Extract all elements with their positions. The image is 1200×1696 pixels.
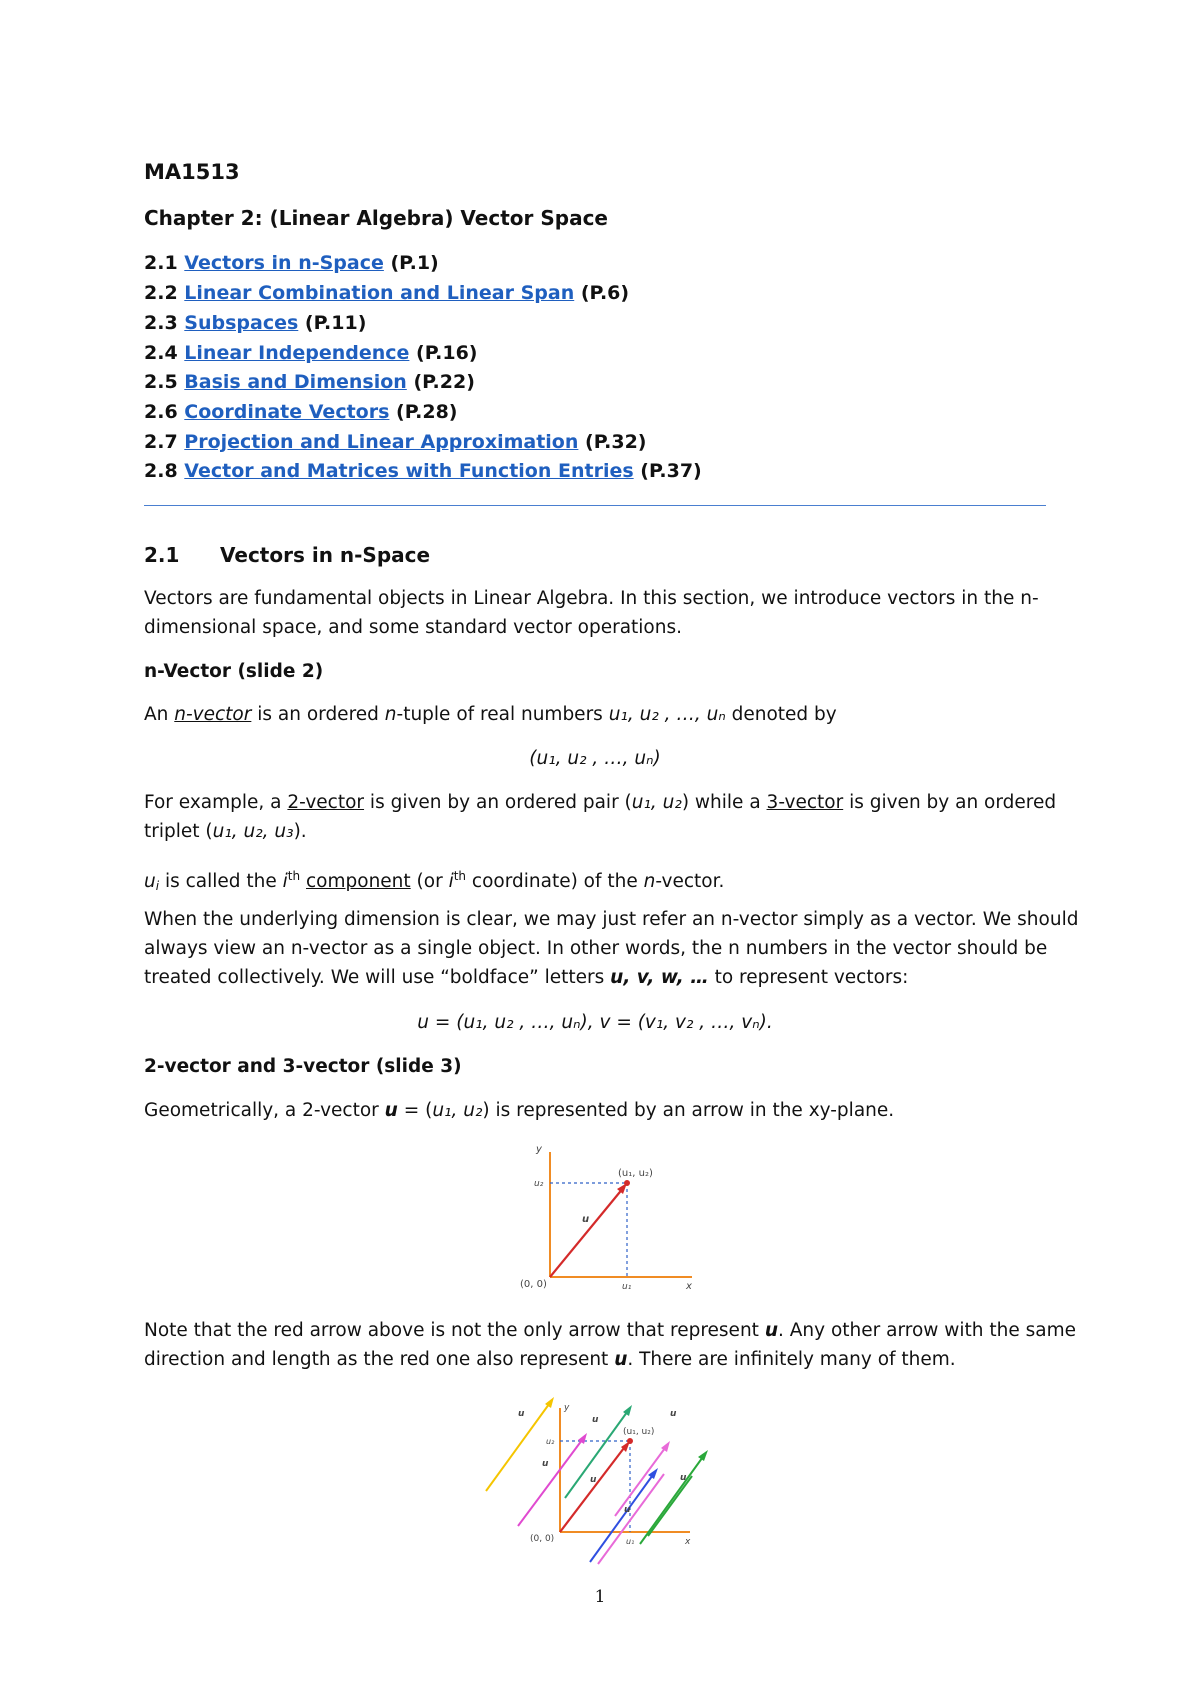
term-3vector: 3-vector: [766, 792, 844, 813]
toc-link[interactable]: Projection and Linear Approximation: [184, 431, 579, 453]
toc-page: (P.32): [585, 431, 647, 453]
vector-label: u: [670, 1409, 677, 1419]
vector-u-arrow: [648, 1476, 692, 1536]
section-heading: [144, 543, 430, 567]
toc-number: 2.1: [144, 252, 178, 274]
toc-link[interactable]: Linear Independence: [184, 342, 410, 364]
toc-entry[interactable]: [144, 251, 439, 275]
toc-link[interactable]: Linear Combination and Linear Span: [184, 282, 575, 304]
origin-label: (0, 0): [530, 1534, 555, 1544]
separator-line: [144, 505, 1046, 506]
vector-label: u: [680, 1473, 687, 1483]
x-axis-label: x: [686, 1281, 692, 1290]
paragraph-line: When the underlying dimension is clear, we may just refer an n-vector simply as a vector. We should: [144, 909, 1079, 930]
term-nvector: n-vector: [174, 704, 252, 725]
u1-tick-label: u₁: [622, 1282, 632, 1290]
section-number: 2.1: [144, 543, 180, 567]
component-line: $u_i$ is called the $i^{th}$ component (or $i^{th}$ coordinate) of the n-vector.: [144, 869, 725, 893]
paragraph-line: Vectors are fundamental objects in Linear Algebra. In this section, we introduce vectors in the n-: [144, 588, 1039, 609]
vector-label: u: [624, 1505, 631, 1515]
toc-entry[interactable]: [144, 430, 646, 454]
toc-link[interactable]: Basis and Dimension: [184, 371, 407, 393]
toc-link[interactable]: Subspaces: [184, 312, 299, 334]
point-label: (u₁, u₂): [618, 1168, 653, 1179]
toc-page: (P.28): [396, 401, 458, 423]
toc-number: 2.3: [144, 312, 178, 334]
toc-page: (P.6): [580, 282, 630, 304]
y-axis-label: y: [564, 1403, 570, 1413]
example-line: triplet (u₁, u₂, u₃).: [144, 821, 307, 842]
toc-page: (P.16): [416, 342, 478, 364]
section-title: Vectors in n-Space: [220, 543, 431, 567]
tip-point: [624, 1180, 630, 1186]
definition-line: An n-vector is an ordered n-tuple of real numbers u₁, u₂ , …, uₙ denoted by: [144, 704, 837, 725]
vector-u-arrow: [550, 1187, 624, 1277]
vector-figure-2: [480, 1386, 730, 1566]
vector-label: u: [590, 1475, 597, 1485]
u1-tick-label: u₁: [626, 1537, 635, 1546]
vector-figure-1: [510, 1140, 700, 1290]
tip-point: [627, 1438, 633, 1444]
toc-number: 2.4: [144, 342, 178, 364]
vector-label: u: [592, 1415, 599, 1425]
paragraph-line: dimensional space, and some standard vector operations.: [144, 617, 682, 638]
page-number: 1: [594, 1587, 606, 1607]
toc-link[interactable]: Vector and Matrices with Function Entries: [184, 460, 634, 482]
toc-page: (P.22): [413, 371, 475, 393]
term-2vector: 2-vector: [287, 792, 365, 813]
point-label: (u₁, u₂): [623, 1427, 655, 1437]
course-code: MA1513: [144, 160, 240, 184]
toc-entry[interactable]: [144, 281, 629, 305]
subheading-2vector: 2-vector and 3-vector (slide 3): [144, 1056, 462, 1077]
arrowhead-icon: [698, 1450, 708, 1461]
term-component: component: [306, 871, 411, 892]
toc-page: (P.11): [304, 312, 367, 334]
toc-number: 2.8: [144, 460, 178, 482]
x-axis-label: x: [685, 1537, 691, 1547]
tuple-display: (u₁, u₂ , …, uₙ): [529, 748, 661, 769]
toc-entry[interactable]: [144, 370, 475, 394]
vector-u-arrow: [598, 1474, 664, 1564]
paragraph-line: always view an n-vector as a single object. In other words, the n numbers in the vector should be: [144, 938, 1048, 959]
toc-number: 2.2: [144, 282, 178, 304]
vector-display: u = (u₁, u₂ , …, uₙ), v = (v₁, v₂ , …, vₙ).: [417, 1012, 773, 1033]
toc-entry[interactable]: [144, 459, 702, 483]
toc-entry[interactable]: [144, 341, 478, 365]
vector-label: u: [582, 1214, 590, 1225]
vector-label: u: [542, 1459, 549, 1469]
y-axis-label: y: [536, 1144, 542, 1155]
toc-number: 2.7: [144, 431, 178, 453]
toc-link[interactable]: Coordinate Vectors: [184, 401, 390, 423]
paragraph-line: treated collectively. We will use “boldface” letters u, v, w, … to represent vectors:: [144, 967, 909, 988]
vector-u-arrow: [590, 1472, 655, 1562]
toc-entry[interactable]: [144, 400, 458, 424]
vector-label: u: [518, 1409, 525, 1419]
paragraph-line: direction and length as the red one also represent u. There are infinitely many of them.: [144, 1349, 956, 1370]
paragraph-line: Note that the red arrow above is not the only arrow that represent u. Any other arrow with the same: [144, 1320, 1077, 1341]
toc-number: 2.5: [144, 371, 178, 393]
subheading-nvector: n-Vector (slide 2): [144, 661, 324, 682]
chapter-title: Chapter 2: (Linear Algebra) Vector Space: [144, 206, 608, 230]
paragraph-line: Geometrically, a 2-vector u = (u₁, u₂) is represented by an arrow in the xy-plane.: [144, 1100, 895, 1121]
origin-label: (0, 0): [520, 1279, 547, 1290]
u2-tick-label: u₂: [546, 1437, 555, 1446]
toc-page: (P.37): [640, 460, 702, 482]
example-line: For example, a 2-vector is given by an ordered pair (u₁, u₂) while a 3-vector is given by an ordered: [144, 792, 1057, 813]
toc-entry[interactable]: [144, 311, 366, 335]
toc-link[interactable]: Vectors in n-Space: [184, 252, 384, 274]
u2-tick-label: u₂: [534, 1179, 544, 1189]
toc-number: 2.6: [144, 401, 178, 423]
toc-page: (P.1): [390, 252, 439, 274]
